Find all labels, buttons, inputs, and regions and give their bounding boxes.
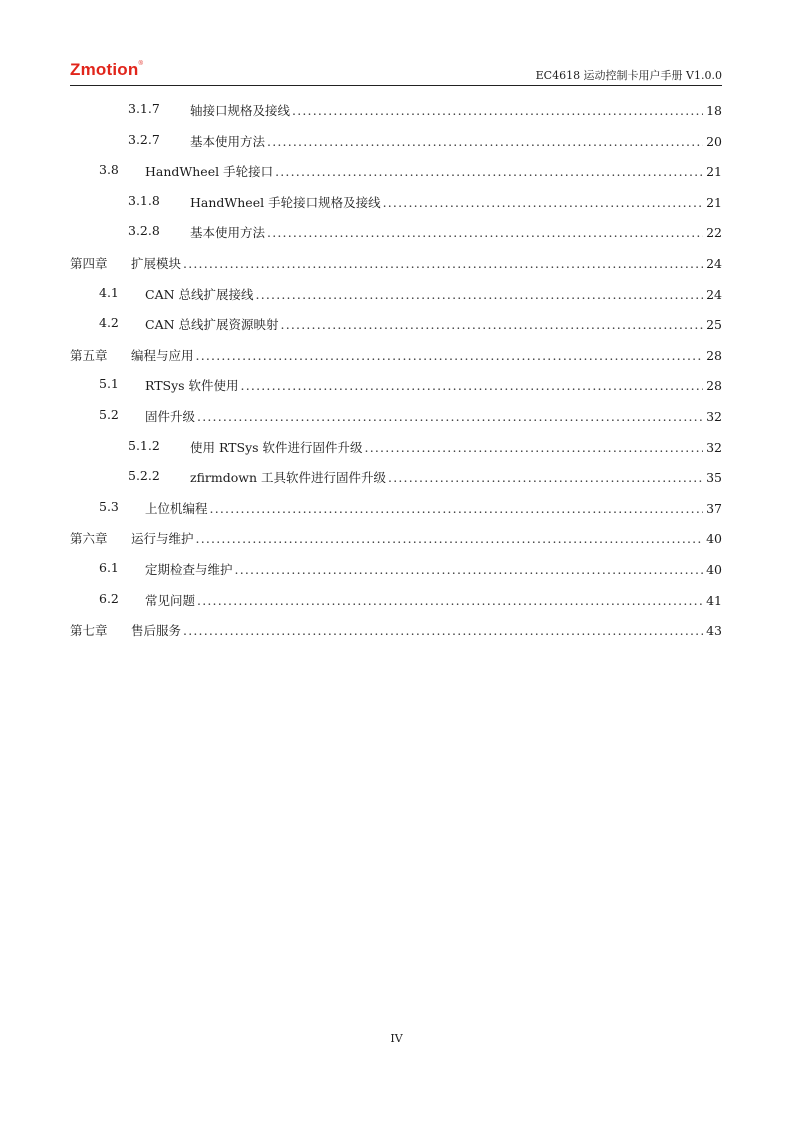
- toc-entry-number: 5.1: [99, 376, 119, 392]
- toc-entry-page[interactable]: 21: [706, 194, 722, 210]
- toc-entry-line: [190, 468, 722, 486]
- table-of-contents: [70, 97, 722, 648]
- dot-leader: [267, 134, 703, 149]
- toc-entry[interactable]: [70, 617, 722, 648]
- toc-entry-number: 3.8: [99, 162, 119, 178]
- toc-entry-title[interactable]: 定期检查与维护: [145, 561, 233, 577]
- page-header: [70, 58, 722, 86]
- toc-entry-page[interactable]: 41: [706, 592, 722, 608]
- toc-entry-title[interactable]: 运行与维护: [131, 531, 194, 547]
- toc-entry[interactable]: [70, 495, 722, 526]
- toc-entry[interactable]: [70, 342, 722, 373]
- toc-entry[interactable]: [70, 281, 722, 312]
- toc-entry-title[interactable]: RTSys 软件使用: [145, 378, 239, 394]
- dot-leader: [267, 225, 703, 240]
- toc-entry-line: [145, 560, 722, 578]
- toc-entry-title[interactable]: 轴接口规格及接线: [190, 103, 291, 118]
- toc-entry-line: [131, 621, 722, 639]
- toc-entry-title[interactable]: 上位机编程: [145, 500, 208, 516]
- toc-entry[interactable]: [70, 587, 722, 618]
- toc-entry-line: [131, 346, 722, 364]
- toc-entry-number: 3.1.7: [128, 101, 160, 116]
- dot-leader: [196, 531, 704, 546]
- logo-text: Zmotion: [70, 60, 139, 79]
- toc-entry-number: 5.3: [99, 498, 119, 514]
- toc-entry-title[interactable]: CAN 总线扩展接线: [145, 286, 254, 302]
- toc-entry-title[interactable]: HandWheel 手轮接口: [145, 164, 274, 180]
- toc-entry-page[interactable]: 32: [706, 408, 722, 424]
- dot-leader: [196, 348, 704, 363]
- toc-entry[interactable]: [70, 311, 722, 342]
- toc-entry-title[interactable]: 基本使用方法: [190, 133, 266, 149]
- toc-entry-page[interactable]: 24: [706, 286, 722, 302]
- toc-entry-line: [190, 438, 722, 456]
- page-number: IV: [390, 1032, 403, 1045]
- toc-entry-number: 5.1.2: [128, 437, 160, 453]
- toc-entry-page[interactable]: 40: [706, 561, 722, 577]
- dot-leader: [197, 593, 703, 608]
- dot-leader: [281, 317, 704, 332]
- toc-entry-number: 第四章: [70, 255, 108, 271]
- toc-entry-page[interactable]: 35: [706, 470, 722, 486]
- toc-entry-title[interactable]: CAN 总线扩展资源映射: [145, 317, 279, 333]
- document-title: EC4618 运动控制卡用户手册 V1.0.0: [535, 69, 722, 82]
- toc-entry-number: 第六章: [70, 531, 108, 547]
- toc-entry-line: [145, 162, 722, 180]
- toc-entry[interactable]: [70, 158, 722, 189]
- dot-leader: [210, 501, 704, 516]
- toc-entry-number: 第七章: [70, 623, 108, 639]
- toc-entry-line: [145, 499, 722, 517]
- toc-entry-line: [145, 591, 722, 609]
- toc-entry-line: [190, 223, 722, 241]
- toc-entry-number: 第五章: [70, 347, 108, 363]
- toc-entry[interactable]: [70, 97, 722, 128]
- toc-entry[interactable]: [70, 219, 722, 250]
- toc-entry[interactable]: [70, 372, 722, 403]
- logo-registered-mark: ®: [138, 61, 144, 67]
- toc-entry-line: [145, 407, 722, 425]
- toc-entry-title[interactable]: 固件升级: [145, 408, 196, 424]
- toc-entry-title[interactable]: 编程与应用: [131, 347, 194, 363]
- toc-entry[interactable]: [70, 464, 722, 495]
- dot-leader: [292, 103, 703, 118]
- toc-entry-number: 5.2: [99, 406, 119, 422]
- dot-leader: [197, 409, 703, 424]
- toc-entry-page[interactable]: 25: [706, 317, 722, 333]
- dot-leader: [275, 164, 703, 179]
- toc-entry[interactable]: [70, 434, 722, 465]
- toc-entry-number: 3.1.8: [128, 192, 160, 208]
- toc-entry-number: 5.2.2: [128, 468, 160, 484]
- toc-entry-number: 6.2: [99, 590, 119, 606]
- toc-entry-line: [131, 529, 722, 547]
- toc-entry-number: 4.1: [99, 284, 119, 300]
- toc-entry-number: 3.2.7: [128, 131, 160, 147]
- toc-entry[interactable]: [70, 250, 722, 281]
- toc-entry-page[interactable]: 24: [706, 255, 722, 271]
- toc-entry-page[interactable]: 18: [706, 103, 722, 118]
- dot-leader: [383, 195, 704, 210]
- toc-entry-number: 4.2: [99, 315, 119, 331]
- toc-entry[interactable]: [70, 403, 722, 434]
- toc-entry[interactable]: [70, 128, 722, 159]
- toc-entry-line: [190, 132, 722, 150]
- toc-entry-page[interactable]: 20: [706, 133, 722, 149]
- toc-entry-page[interactable]: 32: [706, 439, 722, 455]
- toc-entry-page[interactable]: 43: [706, 623, 722, 639]
- toc-entry-page[interactable]: 28: [706, 378, 722, 394]
- toc-entry-page[interactable]: 21: [706, 164, 722, 180]
- toc-entry-line: [190, 193, 722, 211]
- toc-entry-number: 3.2.8: [128, 223, 160, 239]
- toc-entry-title[interactable]: zfirmdown 工具软件进行固件升级: [190, 470, 387, 486]
- toc-entry-title[interactable]: 扩展模块: [131, 255, 182, 271]
- dot-leader: [183, 623, 703, 638]
- toc-entry[interactable]: [70, 556, 722, 587]
- toc-entry-page[interactable]: 22: [706, 225, 722, 241]
- toc-entry-line: [145, 376, 722, 394]
- toc-entry-title[interactable]: 使用 RTSys 软件进行固件升级: [190, 439, 363, 455]
- toc-entry-page[interactable]: 40: [706, 531, 722, 547]
- dot-leader: [241, 378, 704, 393]
- toc-entry-page[interactable]: 37: [706, 500, 722, 516]
- dot-leader: [256, 287, 704, 302]
- toc-entry-title[interactable]: HandWheel 手轮接口规格及接线: [190, 194, 381, 210]
- dot-leader: [235, 562, 704, 577]
- dot-leader: [388, 470, 703, 485]
- toc-entry-title[interactable]: 基本使用方法: [190, 225, 266, 241]
- toc-entry-title[interactable]: 常见问题: [145, 592, 196, 608]
- toc-entry[interactable]: [70, 189, 722, 220]
- zmotion-logo: [70, 60, 143, 80]
- toc-entry-line: [190, 101, 722, 119]
- dot-leader: [365, 440, 704, 455]
- dot-leader: [183, 256, 703, 271]
- toc-entry-page[interactable]: 28: [706, 347, 722, 363]
- toc-entry-line: [145, 315, 722, 333]
- toc-entry[interactable]: [70, 525, 722, 556]
- toc-entry-line: [131, 254, 722, 272]
- toc-entry-line: [145, 285, 722, 303]
- toc-entry-title[interactable]: 售后服务: [131, 623, 182, 639]
- toc-entry-number: 6.1: [99, 559, 119, 575]
